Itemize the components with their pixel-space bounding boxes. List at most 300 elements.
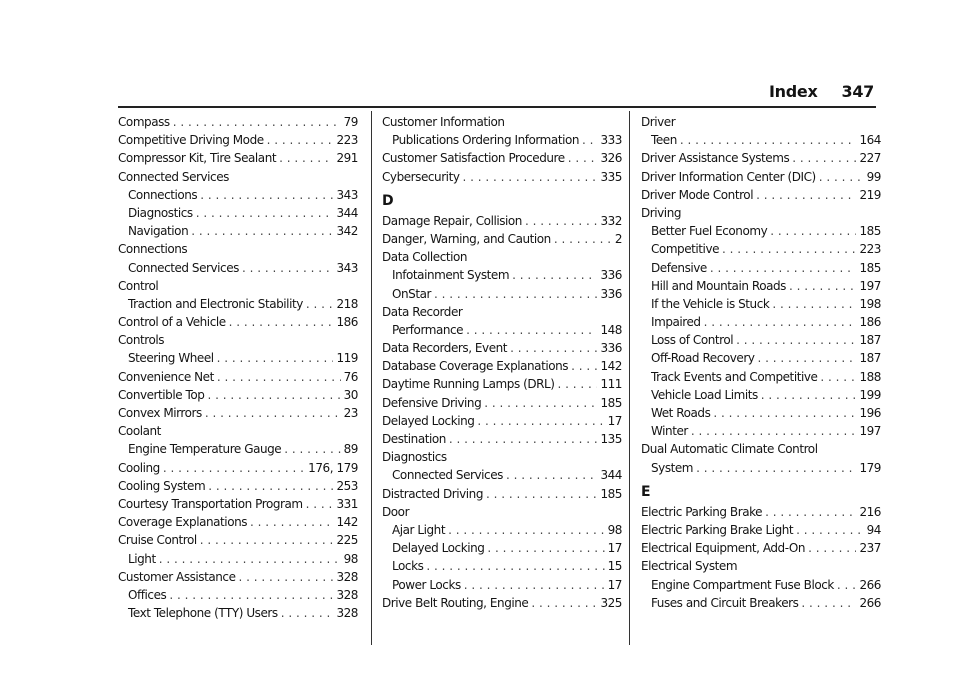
index-entry [382, 230, 622, 248]
index-entry [382, 339, 622, 357]
entry-text: Traction and Electronic Stability [128, 296, 303, 311]
entry-text: Power Locks [392, 577, 461, 592]
entry-page-ref: 342 [336, 224, 358, 239]
entry-text: Destination [382, 432, 446, 446]
entry-page-ref: 218 [336, 296, 358, 311]
dot-leader [434, 285, 597, 303]
dot-leader [159, 550, 341, 568]
entry-page-ref: 325 [600, 595, 622, 610]
entry-text: Winter [651, 424, 688, 439]
entry-text: Electric Parking Brake Light [641, 522, 794, 537]
index-entry [118, 386, 358, 404]
index-subentry [641, 295, 881, 313]
dot-leader [239, 568, 334, 586]
entry-text: Dual Automatic Climate Control [641, 442, 818, 457]
entry-page-ref: 186 [336, 315, 358, 330]
index-entry [118, 459, 358, 477]
entry-text: Daytime Running Lamps (DRL) [382, 377, 555, 392]
entry-page-ref: 185 [859, 260, 881, 275]
index-entry [118, 149, 358, 167]
entry-text: Cybersecurity [382, 169, 460, 184]
dot-leader [531, 594, 597, 612]
entry-page-ref: 187 [859, 333, 881, 348]
entry-text: Diagnostics [382, 450, 447, 465]
dot-leader [449, 430, 598, 448]
index-subentry [118, 550, 358, 568]
column-divider [629, 111, 630, 645]
index-subentry [641, 313, 881, 331]
index-entry [641, 149, 881, 167]
index-subentry [641, 349, 881, 367]
entry-text: Publications Ordering Information [392, 133, 580, 148]
dot-leader [191, 222, 333, 240]
index-entry [641, 539, 881, 557]
entry-text: Coolant [118, 424, 161, 439]
dot-leader [306, 495, 334, 513]
dot-leader [837, 576, 857, 594]
dot-leader [756, 186, 856, 204]
entry-text: Door [382, 504, 410, 519]
index-subentry [118, 222, 358, 240]
dot-leader [710, 259, 857, 277]
index-subentry [118, 349, 358, 367]
dot-leader [487, 539, 604, 557]
index-subentry [641, 422, 881, 440]
index-subentry [641, 404, 881, 422]
entry-text: Steering Wheel [128, 351, 214, 366]
dot-leader [477, 412, 604, 430]
entry-page-ref: 17 [607, 413, 622, 428]
entry-page-ref: 335 [600, 169, 622, 184]
index-entry [118, 368, 358, 386]
dot-leader [765, 503, 856, 521]
entry-text: Control [118, 278, 159, 293]
entry-text: Light [128, 551, 156, 566]
entry-page-ref: 94 [866, 522, 881, 537]
entry-page-ref: 328 [336, 587, 358, 602]
entry-text: Navigation [128, 224, 189, 239]
dot-leader [306, 295, 334, 313]
index-entry [382, 168, 622, 186]
index-subentry [118, 586, 358, 604]
dot-leader [820, 368, 856, 386]
entry-page-ref: 266 [859, 595, 881, 610]
entry-text: Teen [651, 133, 677, 148]
entry-page-ref: 197 [859, 278, 881, 293]
entry-text: Connections [128, 187, 198, 202]
entry-text: Offices [128, 587, 167, 602]
entry-page-ref: 253 [336, 478, 358, 493]
index-subentry [382, 466, 622, 484]
dot-leader [267, 131, 334, 149]
entry-page-ref: 30 [343, 387, 358, 402]
entry-text: Driving [641, 205, 682, 220]
entry-page-ref: 148 [600, 322, 622, 337]
dot-leader [736, 331, 856, 349]
index-entry [382, 149, 622, 167]
index-entry [382, 448, 622, 466]
dot-leader [525, 212, 597, 230]
dot-leader [808, 539, 856, 557]
entry-text: Cruise Control [118, 533, 197, 548]
entry-text: Coverage Explanations [118, 515, 248, 530]
dot-leader [205, 404, 341, 422]
index-subentry [118, 604, 358, 622]
entry-text: If the Vehicle is Stuck [651, 296, 770, 311]
dot-leader [554, 230, 612, 248]
entry-page-ref: 331 [336, 496, 358, 511]
entry-page-ref: 176, 179 [308, 460, 358, 475]
index-entry [382, 375, 622, 393]
entry-page-ref: 343 [336, 260, 358, 275]
dot-leader [696, 459, 856, 477]
entry-text: Wet Roads [651, 406, 711, 420]
dot-leader [486, 485, 597, 503]
index-entry [382, 485, 622, 503]
entry-page-ref: 111 [600, 377, 622, 392]
entry-text: Track Events and Competitive [651, 369, 818, 384]
entry-page-ref: 2 [614, 231, 622, 246]
entry-text: Data Collection [382, 250, 468, 265]
entry-text: Driver Mode Control [641, 187, 754, 202]
index-subentry [641, 131, 881, 149]
section-letter: D [382, 192, 394, 209]
entry-page-ref: 89 [343, 442, 358, 457]
entry-text: Electric Parking Brake [641, 504, 763, 519]
entry-page-ref: 98 [607, 522, 622, 537]
dot-leader [208, 477, 333, 495]
index-subentry [641, 386, 881, 404]
dot-leader [200, 531, 334, 549]
index-subentry [641, 259, 881, 277]
index-subentry [382, 285, 622, 303]
entry-page-ref: 326 [600, 151, 622, 166]
index-entry [118, 168, 358, 186]
entry-text: Impaired [651, 315, 701, 330]
dot-leader [200, 186, 333, 204]
dot-leader [801, 594, 856, 612]
index-entry [118, 531, 358, 549]
index-subentry [382, 321, 622, 339]
entry-text: Competitive Driving Mode [118, 133, 264, 148]
dot-leader [761, 386, 857, 404]
entry-page-ref: 216 [859, 504, 881, 519]
entry-page-ref: 336 [600, 286, 622, 301]
entry-text: Delayed Locking [392, 541, 485, 556]
dot-leader [242, 259, 334, 277]
entry-page-ref: 186 [859, 315, 881, 330]
entry-text: Convertible Top [118, 387, 205, 402]
index-entry [641, 521, 881, 539]
entry-page-ref: 336 [600, 268, 622, 283]
entry-text: Locks [392, 559, 424, 574]
entry-page-ref: 185 [859, 224, 881, 239]
entry-text: Fuses and Circuit Breakers [651, 595, 799, 610]
entry-page-ref: 17 [607, 577, 622, 592]
index-entry [118, 313, 358, 331]
entry-text: Defensive [651, 260, 707, 275]
index-subentry [118, 259, 358, 277]
dot-leader [506, 466, 598, 484]
index-subentry [641, 368, 881, 386]
dot-leader [466, 321, 597, 339]
dot-leader [772, 295, 856, 313]
dot-leader [512, 266, 597, 284]
entry-page-ref: 188 [859, 369, 881, 384]
index-entry [382, 357, 622, 375]
entry-text: Courtesy Transportation Program [118, 496, 303, 511]
entry-page-ref: 223 [859, 242, 881, 257]
entry-text: Cooling System [118, 478, 206, 493]
entry-page-ref: 179 [859, 460, 881, 475]
entry-page-ref: 332 [600, 213, 622, 228]
dot-leader [568, 149, 598, 167]
entry-page-ref: 135 [600, 432, 622, 446]
entry-page-ref: 119 [336, 351, 358, 366]
entry-page-ref: 198 [859, 296, 881, 311]
section-letter: E [641, 483, 651, 500]
entry-text: Customer Assistance [118, 569, 236, 584]
entry-page-ref: 76 [343, 369, 358, 384]
index-entry [641, 557, 881, 575]
entry-text: Data Recorder [382, 304, 463, 319]
dot-leader [691, 422, 857, 440]
entry-page-ref: 79 [343, 115, 358, 129]
entry-text: Ajar Light [392, 522, 446, 537]
dot-leader [229, 313, 334, 331]
index-entry [118, 277, 358, 295]
entry-text: Data Recorders, Event [382, 341, 508, 356]
entry-page-ref: 223 [336, 133, 358, 148]
entry-page-ref: 291 [336, 151, 358, 166]
index-entry [118, 331, 358, 349]
index-entry [641, 113, 881, 131]
dot-leader [558, 375, 598, 393]
entry-text: Defensive Driving [382, 395, 482, 410]
entry-text: Infotainment System [392, 268, 510, 283]
entry-text: Connections [118, 242, 188, 257]
dot-leader [169, 586, 333, 604]
dot-leader [173, 113, 341, 131]
index-entry [118, 422, 358, 440]
index-subentry [641, 331, 881, 349]
entry-text: Competitive [651, 242, 720, 257]
index-subentry [641, 594, 881, 612]
dot-leader [819, 168, 864, 186]
index-subentry [382, 266, 622, 284]
entry-text: Drive Belt Routing, Engine [382, 595, 529, 610]
index-entry [641, 204, 881, 222]
entry-page-ref: 328 [336, 606, 358, 621]
dot-leader [279, 149, 333, 167]
page-header [769, 82, 874, 101]
dot-leader [722, 240, 856, 258]
dot-leader [770, 222, 856, 240]
entry-text: Loss of Control [651, 333, 734, 348]
dot-leader [796, 521, 863, 539]
index-column-2 [382, 113, 622, 612]
dot-leader [426, 557, 604, 575]
index-subentry [382, 576, 622, 594]
entry-text: Delayed Locking [382, 413, 475, 428]
index-subentry [382, 521, 622, 539]
column-divider [371, 111, 372, 645]
entry-page-ref: 196 [859, 406, 881, 420]
entry-text: Driver [641, 115, 676, 129]
dot-leader [163, 459, 305, 477]
dot-leader [510, 339, 597, 357]
index-entry [641, 186, 881, 204]
entry-text: Connected Services [392, 468, 503, 483]
entry-page-ref: 17 [607, 541, 622, 556]
dot-leader [281, 604, 334, 622]
index-subentry [641, 576, 881, 594]
index-entry [118, 495, 358, 513]
index-entry [118, 131, 358, 149]
index-entry [382, 430, 622, 448]
entry-text: Cooling [118, 460, 160, 475]
index-subentry [382, 557, 622, 575]
index-entry [382, 594, 622, 612]
entry-page-ref: 164 [859, 133, 881, 148]
entry-text: Better Fuel Economy [651, 224, 768, 239]
entry-text: Compressor Kit, Tire Sealant [118, 151, 277, 166]
dot-leader [250, 513, 333, 531]
entry-text: Electrical Equipment, Add-On [641, 541, 806, 556]
dot-leader [792, 149, 856, 167]
dot-leader [713, 404, 856, 422]
index-subentry [382, 539, 622, 557]
index-entry [382, 248, 622, 266]
section-title: Index [769, 82, 818, 101]
entry-text: Controls [118, 333, 165, 348]
entry-page-ref: 15 [607, 559, 622, 574]
entry-page-ref: 266 [859, 577, 881, 592]
entry-page-ref: 225 [336, 533, 358, 548]
index-entry [118, 568, 358, 586]
dot-leader [284, 440, 340, 458]
header-rule [118, 106, 876, 108]
index-entry [641, 440, 881, 458]
entry-page-ref: 99 [866, 169, 881, 184]
entry-text: Engine Compartment Fuse Block [651, 577, 834, 592]
entry-text: Customer Information [382, 115, 505, 129]
entry-text: Customer Satisfaction Procedure [382, 151, 565, 166]
dot-leader [484, 394, 597, 412]
entry-text: Text Telephone (TTY) Users [128, 606, 278, 621]
entry-page-ref: 227 [859, 151, 881, 166]
entry-text: System [651, 460, 694, 475]
entry-page-ref: 187 [859, 351, 881, 366]
dot-leader [680, 131, 857, 149]
index-column-1 [118, 113, 358, 622]
dot-leader [462, 168, 597, 186]
dot-leader [789, 277, 856, 295]
dot-leader [464, 576, 605, 594]
entry-page-ref: 142 [600, 359, 622, 374]
entry-text: Database Coverage Explanations [382, 359, 569, 374]
index-subentry [118, 295, 358, 313]
index-subentry [641, 459, 881, 477]
index-entry [118, 240, 358, 258]
entry-text: Driver Assistance Systems [641, 151, 790, 166]
entry-page-ref: 219 [859, 187, 881, 202]
dot-leader [582, 131, 597, 149]
entry-text: Hill and Mountain Roads [651, 278, 786, 293]
entry-page-ref: 98 [343, 551, 358, 566]
entry-page-ref: 344 [336, 205, 358, 220]
index-subentry [118, 186, 358, 204]
entry-text: Danger, Warning, and Caution [382, 231, 551, 246]
entry-text: Compass [118, 115, 170, 129]
dot-leader [217, 349, 334, 367]
entry-text: Damage Repair, Collision [382, 213, 522, 228]
index-subentry [382, 131, 622, 149]
dot-leader [758, 349, 857, 367]
page-number: 347 [841, 82, 874, 101]
entry-page-ref: 199 [859, 387, 881, 402]
entry-page-ref: 344 [600, 468, 622, 483]
entry-page-ref: 336 [600, 341, 622, 356]
index-entry [641, 168, 881, 186]
index-entry [118, 513, 358, 531]
index-entry [382, 394, 622, 412]
index-entry [641, 503, 881, 521]
dot-leader [196, 204, 334, 222]
entry-text: Convex Mirrors [118, 406, 202, 420]
index-subentry [118, 440, 358, 458]
index-entry [118, 404, 358, 422]
entry-text: Distracted Driving [382, 486, 484, 501]
dot-leader [571, 357, 597, 375]
index-subentry [641, 277, 881, 295]
entry-text: Control of a Vehicle [118, 315, 226, 330]
entry-page-ref: 185 [600, 486, 622, 501]
index-subentry [641, 222, 881, 240]
dot-leader [704, 313, 857, 331]
index-entry [382, 412, 622, 430]
entry-page-ref: 197 [859, 424, 881, 439]
entry-page-ref: 185 [600, 395, 622, 410]
index-subentry [118, 204, 358, 222]
index-entry [382, 303, 622, 321]
entry-text: Connected Services [118, 169, 229, 184]
dot-leader [207, 386, 340, 404]
entry-page-ref: 333 [600, 133, 622, 148]
entry-page-ref: 343 [336, 187, 358, 202]
index-entry [382, 503, 622, 521]
entry-page-ref: 237 [859, 541, 881, 556]
index-entry [382, 212, 622, 230]
dot-leader [448, 521, 605, 539]
entry-page-ref: 328 [336, 569, 358, 584]
entry-text: Off-Road Recovery [651, 351, 755, 366]
index-entry [118, 477, 358, 495]
entry-text: Diagnostics [128, 205, 193, 220]
index-column-3 [641, 113, 881, 612]
entry-page-ref: 23 [343, 406, 358, 420]
entry-text: Electrical System [641, 559, 738, 574]
entry-page-ref: 142 [336, 515, 358, 530]
entry-text: Engine Temperature Gauge [128, 442, 282, 457]
entry-text: Vehicle Load Limits [651, 387, 758, 402]
entry-text: Connected Services [128, 260, 239, 275]
entry-text: Driver Information Center (DIC) [641, 169, 816, 184]
index-entry [382, 113, 622, 131]
entry-text: Convenience Net [118, 369, 214, 384]
index-entry [118, 113, 358, 131]
entry-text: Performance [392, 322, 464, 337]
